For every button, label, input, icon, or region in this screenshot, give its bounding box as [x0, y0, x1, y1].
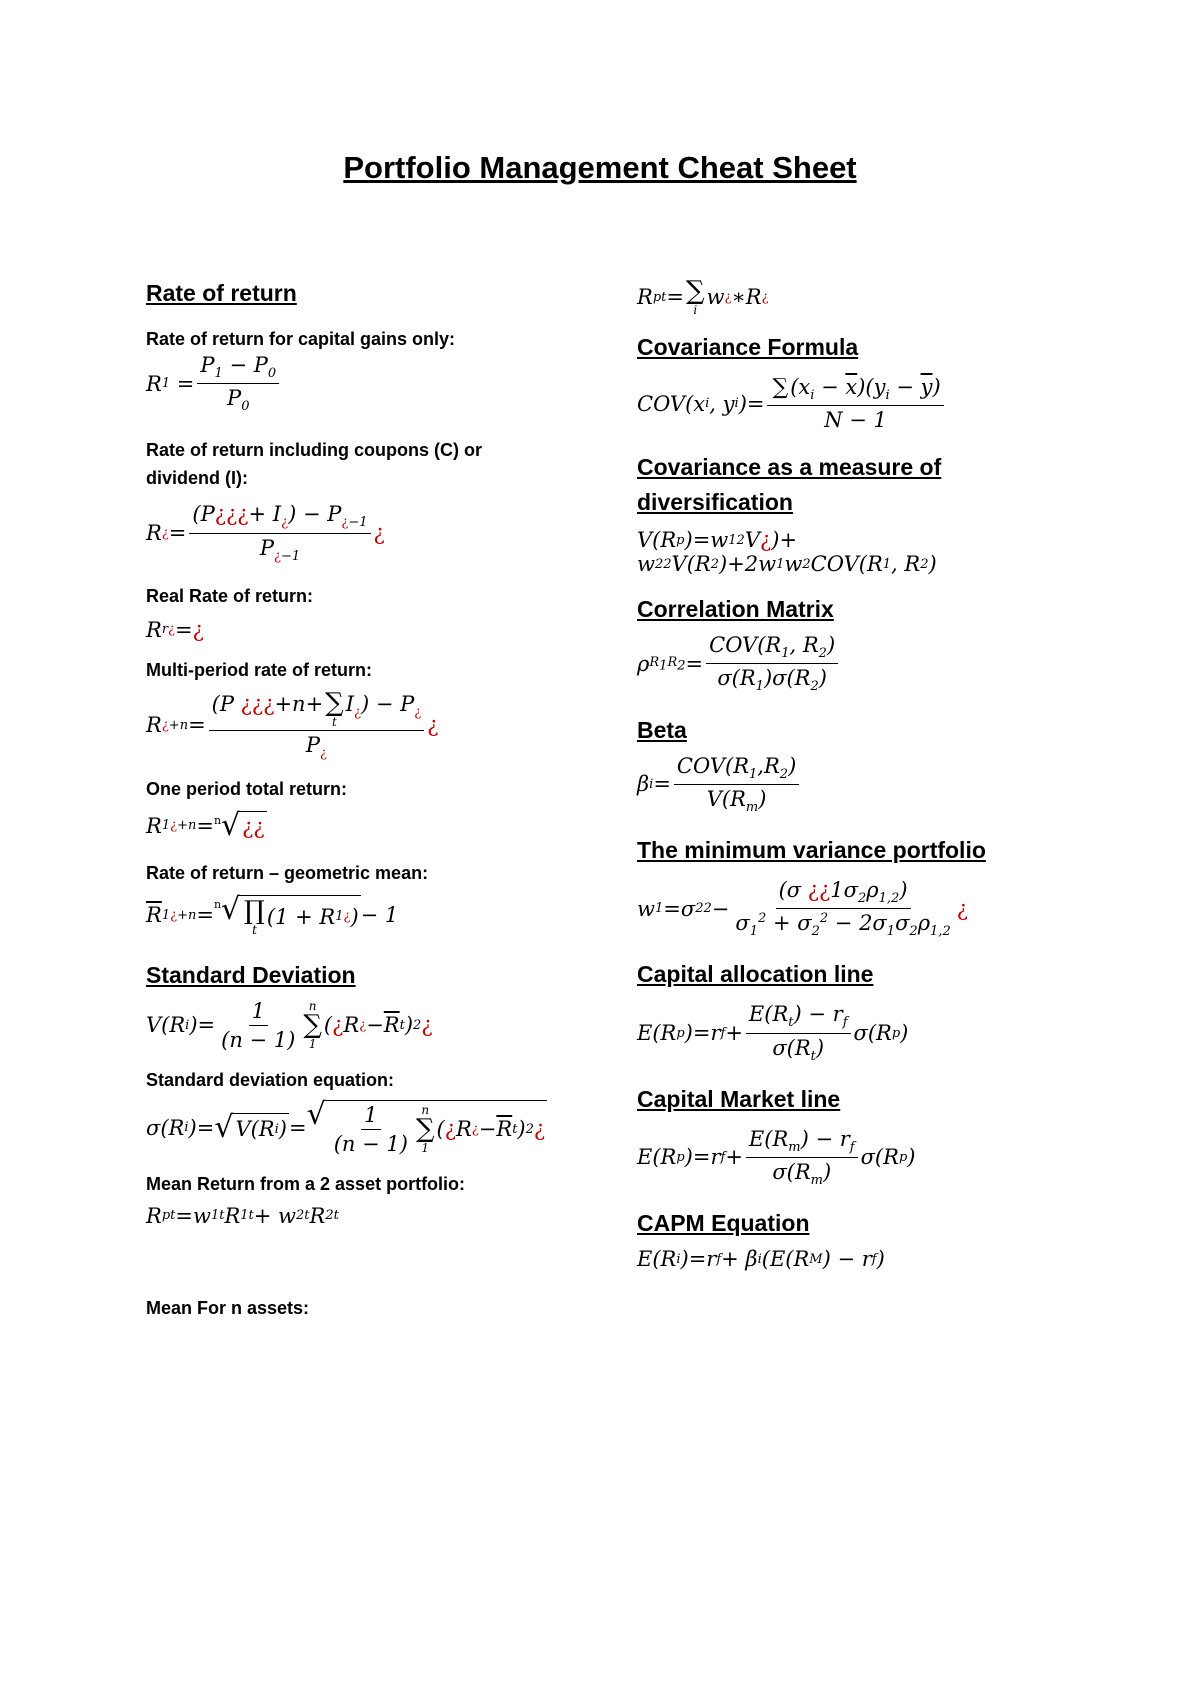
covariance-heading: Covariance Formula — [637, 334, 859, 360]
covariance-formula: COV(x i , y i )= $\frac{\sum(x_i - \overline{x})(y_i - \overline{y})}{N - 1}$ — [637, 375, 1077, 432]
correlation-formula: ρ $R_1R_2$ = $\frac{COV(R_1, R_2)}{\sigma(R_1)\sigma(R_2)}$ — [637, 633, 1077, 694]
page-title: Portfolio Management Cheat Sheet — [343, 150, 857, 185]
variance-formula: V(R i )= $\frac{1}{(n - 1)}$ n ∑ 1 ( ¿ R ¿ − $\overline{R}$ t ) 2 ¿ — [146, 998, 433, 1052]
capm-formula: E(R i )=r f + β i (E(R M ) − r f ) — [637, 1247, 885, 1272]
one-period-formula: R 1 ¿+n = $^n$√ ¿¿ — [146, 807, 265, 843]
real-rate-label: Real Rate of return: — [146, 585, 314, 606]
rate-of-return-heading: Rate of return — [146, 280, 297, 306]
mean-n-assets-formula: R pt = ∑ i w ¿ ∗R ¿ — [637, 276, 769, 317]
correlation-heading: Correlation Matrix — [637, 596, 834, 623]
mean-n-assets-label: Mean For n assets: — [146, 1297, 310, 1318]
capital-gains-formula: R 1 = $\frac{P_1 - P_0}{P_0}$ — [146, 353, 596, 414]
std-equation-label: Standard deviation equation: — [146, 1069, 395, 1090]
one-period-label: One period total return: — [146, 778, 348, 799]
capital-market-heading: Capital Market line — [637, 1085, 841, 1112]
multi-period-label: Multi-period rate of return: — [146, 659, 372, 680]
capm-heading: CAPM Equation — [637, 1210, 810, 1237]
right-column — [637, 276, 1077, 1271]
capital-allocation-formula: E(R p )=r f + $\frac{E(R_t) - r_f}{\sigma(R_t)}$ σ(R p ) — [637, 1002, 909, 1064]
capital-gains-label: Rate of return for capital gains only: — [146, 329, 456, 349]
left-column — [146, 276, 596, 1322]
std-formula: σ(R i )= √ V(R i ) = √ $\frac{1}{(n - 1)}$ n ∑ 1 ( ¿ R ¿ − $\overline{R}$ t ) 2 ¿ — [146, 1096, 546, 1156]
coupons-formula: R ¿ = $\frac{(P¿¿¿+ I_¿) - P_{¿-1}}{P_{¿-1}}$ ¿ — [146, 502, 385, 564]
standard-deviation-heading: Standard Deviation — [146, 961, 356, 988]
minimum-variance-heading: The minimum variance portfolio — [637, 836, 986, 863]
portfolio-variance-formula-line1: V(R p )=w 1 2 V ¿ )+ — [637, 528, 798, 553]
capital-market-formula: E(R p )=r f + $\frac{E(R_m) - r_f}{\sigma(R_m)}$ σ(R p ) — [637, 1126, 916, 1189]
coupons-label: Rate of return including coupons (C) or dividend (I): — [146, 440, 482, 489]
real-rate-formula: R r ¿ = ¿ — [146, 617, 204, 642]
geometric-mean-label: Rate of return – geometric mean: — [146, 862, 429, 883]
geometric-mean-formula: $\overline{R}$ 1 ¿+n = $^n$√ ∏ t (1 + R 1 ¿ ) − 1 — [146, 891, 399, 937]
multi-period-formula: R ¿+n = (P ¿¿¿+n+∑ t $I_¿) - P_¿$ $P_¿$ ¿ — [146, 687, 439, 761]
minimum-variance-formula: w 1 =σ 2 2 − $\frac{(\sigma ¿¿1\sigma_2\rho_{1,2})}{\sigma_1^2 + \sigma_2^2 - 2\sigma_1\sigma_2\rho_{1,2}}$ ¿ — [637, 877, 968, 940]
covariance-diversification-heading: Covariance as a measure of diversification — [637, 454, 942, 516]
portfolio-variance-formula-line2: w 2 2 V(R 2 )+2w 1 w 2 COV(R 1 , R 2 ) — [637, 552, 937, 577]
mean-2-asset-label: Mean Return from a 2 asset portfolio: — [146, 1173, 466, 1194]
capital-allocation-heading: Capital allocation line — [637, 961, 874, 988]
mean-2-asset-formula: R pt =w 1t R 1t + w 2t R 2t — [146, 1203, 339, 1228]
beta-heading: Beta — [637, 716, 687, 743]
beta-formula: β i = $\frac{COV(R_1,R_2)}{V(R_m)}$ — [637, 754, 1077, 815]
